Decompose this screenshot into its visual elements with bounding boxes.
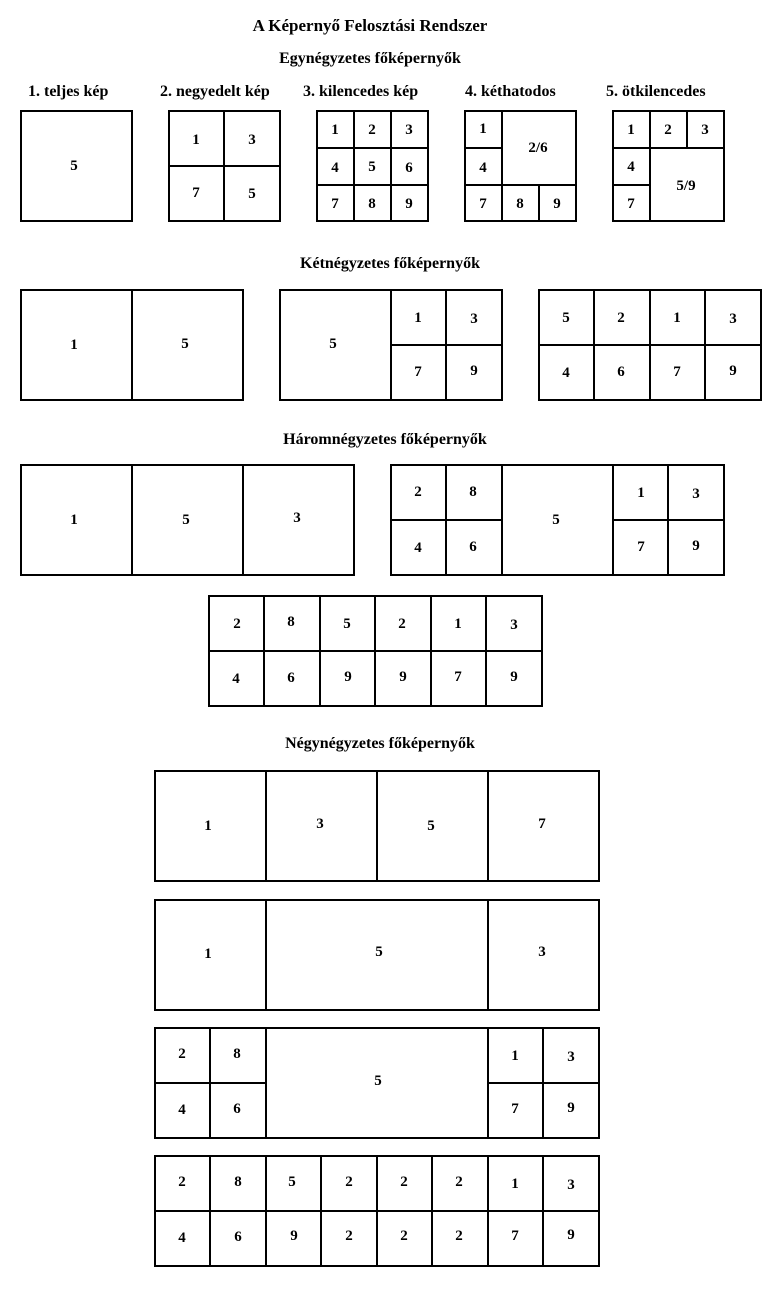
cell-number: 4 — [627, 159, 635, 175]
section-heading-three-square: Háromnégyzetes főképernyők — [283, 431, 487, 448]
cell-number: 6 — [233, 1101, 241, 1117]
cell-number: 3 — [470, 311, 478, 327]
cell-number: 2 — [414, 484, 422, 500]
cell-number: 5 — [288, 1174, 296, 1190]
cell-number: 9 — [470, 363, 478, 379]
cell-number: 7 — [511, 1101, 519, 1117]
cell-number: 9 — [729, 363, 737, 379]
cell-number: 7 — [331, 196, 339, 212]
layout-box-four-quarters-wide — [155, 771, 599, 881]
cell-number: 6 — [287, 670, 295, 686]
page-title: A Képernyő Felosztási Rendszer — [252, 16, 488, 35]
cell-number: 3 — [567, 1177, 575, 1193]
cell-number: 4 — [331, 160, 339, 176]
layout-box-half-plus-quarters — [280, 290, 502, 400]
cell-number: 5 — [562, 310, 570, 326]
cell-number: 4 — [178, 1230, 186, 1246]
layout-label-five-ninths: 5. ötkilencedes — [606, 83, 706, 100]
cell-number: 3 — [729, 311, 737, 327]
cell-number: 9 — [290, 1228, 298, 1244]
cell-number: 7 — [414, 364, 422, 380]
cell-number: 7 — [511, 1228, 519, 1244]
cell-number: 9 — [344, 669, 352, 685]
cell-number: 5 — [343, 616, 351, 632]
cell-number: 5 — [427, 818, 435, 834]
cell-number: 8 — [287, 614, 295, 630]
cell-number: 7 — [637, 539, 645, 555]
layout-box-two-halves — [21, 290, 243, 400]
cell-number: 3 — [538, 944, 546, 960]
cell-number: 8 — [368, 196, 376, 212]
cell-number: 3 — [316, 816, 324, 832]
cell-number: 3 — [405, 122, 413, 138]
layout-label-full: 1. teljes kép — [28, 83, 109, 100]
cell-number: 4 — [562, 365, 570, 381]
cell-number: 2 — [400, 1174, 408, 1190]
cell-number: 5/9 — [676, 178, 696, 194]
cell-number: 1 — [511, 1176, 519, 1192]
cell-number: 2 — [345, 1174, 353, 1190]
cell-number: 3 — [567, 1049, 575, 1065]
cell-number: 2 — [178, 1174, 186, 1190]
cell-number: 1 — [414, 310, 422, 326]
layout-label-quartered: 2. negyedelt kép — [160, 83, 270, 100]
layout-box-twelve-quarters — [209, 596, 542, 706]
cell-number: 8 — [469, 484, 477, 500]
cell-number: 1 — [70, 512, 78, 528]
cell-number: 8 — [233, 1046, 241, 1062]
cell-number: 2 — [455, 1228, 463, 1244]
cell-number: 1 — [511, 1048, 519, 1064]
cell-number: 2 — [617, 310, 625, 326]
section-heading-one-square: Egynégyzetes főképernyők — [279, 50, 461, 67]
cell-number: 5 — [181, 336, 189, 352]
cell-number: 1 — [204, 818, 212, 834]
cell-number: 2 — [345, 1228, 353, 1244]
cell-number: 4 — [479, 160, 487, 176]
cell-number: 6 — [405, 160, 413, 176]
cell-number: 1 — [673, 310, 681, 326]
cell-number: 3 — [248, 132, 256, 148]
cell-number: 8 — [516, 196, 524, 212]
layout-box-eight-quarters — [539, 290, 761, 400]
cell-number: 2 — [664, 122, 672, 138]
cell-number: 9 — [567, 1100, 575, 1116]
cell-number: 4 — [414, 540, 422, 556]
cell-number: 9 — [692, 538, 700, 554]
cell-number: 7 — [192, 185, 200, 201]
cell-number: 5 — [374, 1073, 382, 1089]
cell-number: 6 — [469, 539, 477, 555]
cell-number: 5 — [329, 336, 337, 352]
cell-number: 5 — [70, 158, 78, 174]
cell-number: 1 — [331, 122, 339, 138]
cell-number: 2 — [455, 1174, 463, 1190]
cell-number: 9 — [567, 1227, 575, 1243]
cell-number: 9 — [399, 669, 407, 685]
cell-number: 1 — [192, 132, 200, 148]
cell-number: 2 — [368, 122, 376, 138]
cell-number: 2 — [400, 1228, 408, 1244]
cell-number: 6 — [234, 1229, 242, 1245]
cell-number: 1 — [479, 121, 487, 137]
cell-number: 5 — [182, 512, 190, 528]
cell-number: 9 — [405, 196, 413, 212]
layout-label-two-sixths: 4. kéthatodos — [465, 83, 556, 100]
cell-number: 1 — [627, 122, 635, 138]
cell-number: 2 — [233, 616, 241, 632]
section-heading-two-square: Kétnégyzetes főképernyők — [300, 255, 480, 272]
layout-label-ninths: 3. kilencedes kép — [303, 83, 419, 100]
section-heading-four-square: Négynégyzetes főképernyők — [285, 735, 475, 752]
cell-number: 2 — [398, 616, 406, 632]
cell-number: 5 — [368, 159, 376, 175]
cell-number: 2/6 — [528, 140, 548, 156]
cell-number: 5 — [552, 512, 560, 528]
cell-number: 8 — [234, 1174, 242, 1190]
cell-number: 1 — [70, 337, 78, 353]
cell-number: 1 — [637, 485, 645, 501]
cell-number: 3 — [692, 486, 700, 502]
cell-number: 1 — [204, 946, 212, 962]
cell-number: 4 — [178, 1102, 186, 1118]
cell-number: 1 — [454, 616, 462, 632]
cell-number: 5 — [375, 944, 383, 960]
cell-number: 7 — [673, 364, 681, 380]
cell-number: 7 — [479, 196, 487, 212]
cell-number: 3 — [701, 122, 709, 138]
cell-number: 4 — [232, 671, 240, 687]
cell-number: 3 — [293, 510, 301, 526]
layout-box-quartered — [169, 111, 280, 221]
layout-box-sixteen-quarters — [155, 1156, 599, 1266]
cell-number: 6 — [617, 364, 625, 380]
cell-number: 7 — [454, 669, 462, 685]
cell-number: 7 — [627, 196, 635, 212]
cell-number: 2 — [178, 1046, 186, 1062]
cell-number: 9 — [510, 669, 518, 685]
cell-number: 5 — [248, 186, 256, 202]
cell-number: 7 — [538, 816, 546, 832]
cell-number: 3 — [510, 617, 518, 633]
cell-number: 9 — [553, 196, 561, 212]
